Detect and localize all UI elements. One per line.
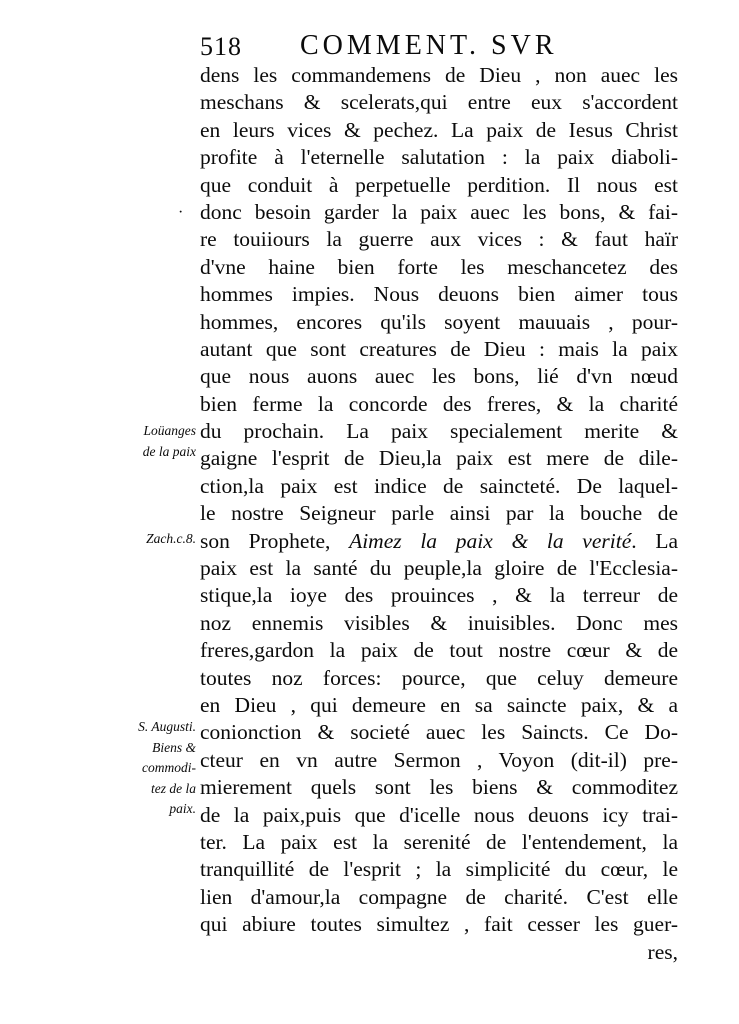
page-number: 518 — [200, 32, 242, 61]
text-line: le nostre Seigneur parle ainsi par la bouche de — [200, 501, 678, 526]
running-head: COMMENT. SVR — [300, 30, 558, 61]
text-line: gaigne l'esprit de Dieu,la paix est mere de dile- — [200, 446, 678, 471]
margin-note-line: tez de la — [151, 780, 196, 796]
body-text — [200, 62, 678, 966]
text-line: bien ferme la concorde des freres, & la charité — [200, 391, 678, 416]
text-line: tranquillité de l'esprit ; la simplicité du cœur, le — [200, 857, 678, 882]
text-line: lien d'amour,la compagne de charité. C'est elle — [200, 884, 678, 909]
text-line: hommes impies. Nous deuons bien aimer tous — [200, 282, 678, 307]
text-line: qui abiure toutes simultez , fait cesser les guer- — [200, 912, 678, 937]
text-line: meschans & scelerats,qui entre eux s'accordent — [200, 90, 678, 115]
text-line: donc besoin garder la paix auec les bons, & fai- — [200, 199, 678, 224]
margin-note-line: de la paix — [142, 444, 196, 459]
catchword: res, — [647, 939, 678, 964]
text-line: en leurs vices & pechez. La paix de Iesus Christ — [200, 117, 678, 142]
text-line: profite à l'eternelle salutation : la paix diaboli- — [200, 145, 678, 170]
quote-tail: . La — [631, 528, 678, 553]
text-line: de la paix,puis que d'icelle nous deuons icy trai- — [200, 802, 678, 827]
text-line: stique,la ioye des prouinces , & la terreur de — [200, 583, 678, 608]
text-line: conionction & societé auec les Saincts. Ce Do- — [200, 720, 678, 745]
margin-note-line: paix. — [169, 801, 196, 816]
margin-note-praise-of-peace — [108, 420, 196, 462]
text-line: du prochain. La paix specialement merite & — [200, 419, 678, 444]
margin-note-line: Zach.c.8. — [146, 531, 196, 546]
scripture-quote: Aimez la paix & la verité — [349, 528, 632, 553]
text-line: que nous auons auec les bons, lié d'vn nœud — [200, 364, 678, 389]
margin-note-line: Loüanges — [143, 423, 196, 438]
text-line: que conduit à perpetuelle perdition. Il nous est — [200, 172, 678, 197]
text-line: dens les commandemens de Dieu , non auec les — [200, 63, 678, 87]
text-line: autant que sont creatures de Dieu : mais la paix — [200, 336, 678, 361]
text-line: en Dieu , qui demeure en sa saincte paix, & a — [200, 692, 678, 717]
quote-lead: son Prophete, — [200, 528, 350, 553]
margin-note-augustine — [100, 717, 196, 820]
margin-dot: · — [178, 204, 184, 221]
text-line: noz ennemis visibles & inuisibles. Donc mes — [200, 610, 678, 635]
text-line: toutes noz forces: pource, que celuy demeure — [200, 665, 678, 690]
margin-note-line: commodi- — [142, 760, 196, 775]
text-line: re touiiours la guerre aux vices : & faut haïr — [200, 227, 678, 252]
text-line: mierement quels sont les biens & commoditez — [200, 775, 678, 800]
text-line: freres,gardon la paix de tout nostre cœur & de — [200, 638, 678, 663]
margin-note-line: S. Augusti. — [138, 719, 196, 734]
margin-note-line: Biens & — [152, 739, 196, 755]
text-line: paix est la santé du peuple,la gloire de l'Ecclesia- — [200, 556, 678, 581]
text-line: hommes, encores qu'ils soyent mauuais , pour- — [200, 309, 678, 334]
text-line: ction,la paix est indice de saincteté. De laquel- — [200, 473, 678, 498]
text-line-quote — [200, 528, 678, 555]
page-header — [200, 28, 680, 64]
text-line: d'vne haine bien forte les meschancetez des — [200, 254, 678, 279]
margin-note-zachariah — [108, 528, 196, 549]
text-line: cteur en vn autre Sermon , Voyon (dit-il) pre- — [200, 747, 678, 772]
text-line: ter. La paix est la serenité de l'entendement, la — [200, 829, 678, 854]
